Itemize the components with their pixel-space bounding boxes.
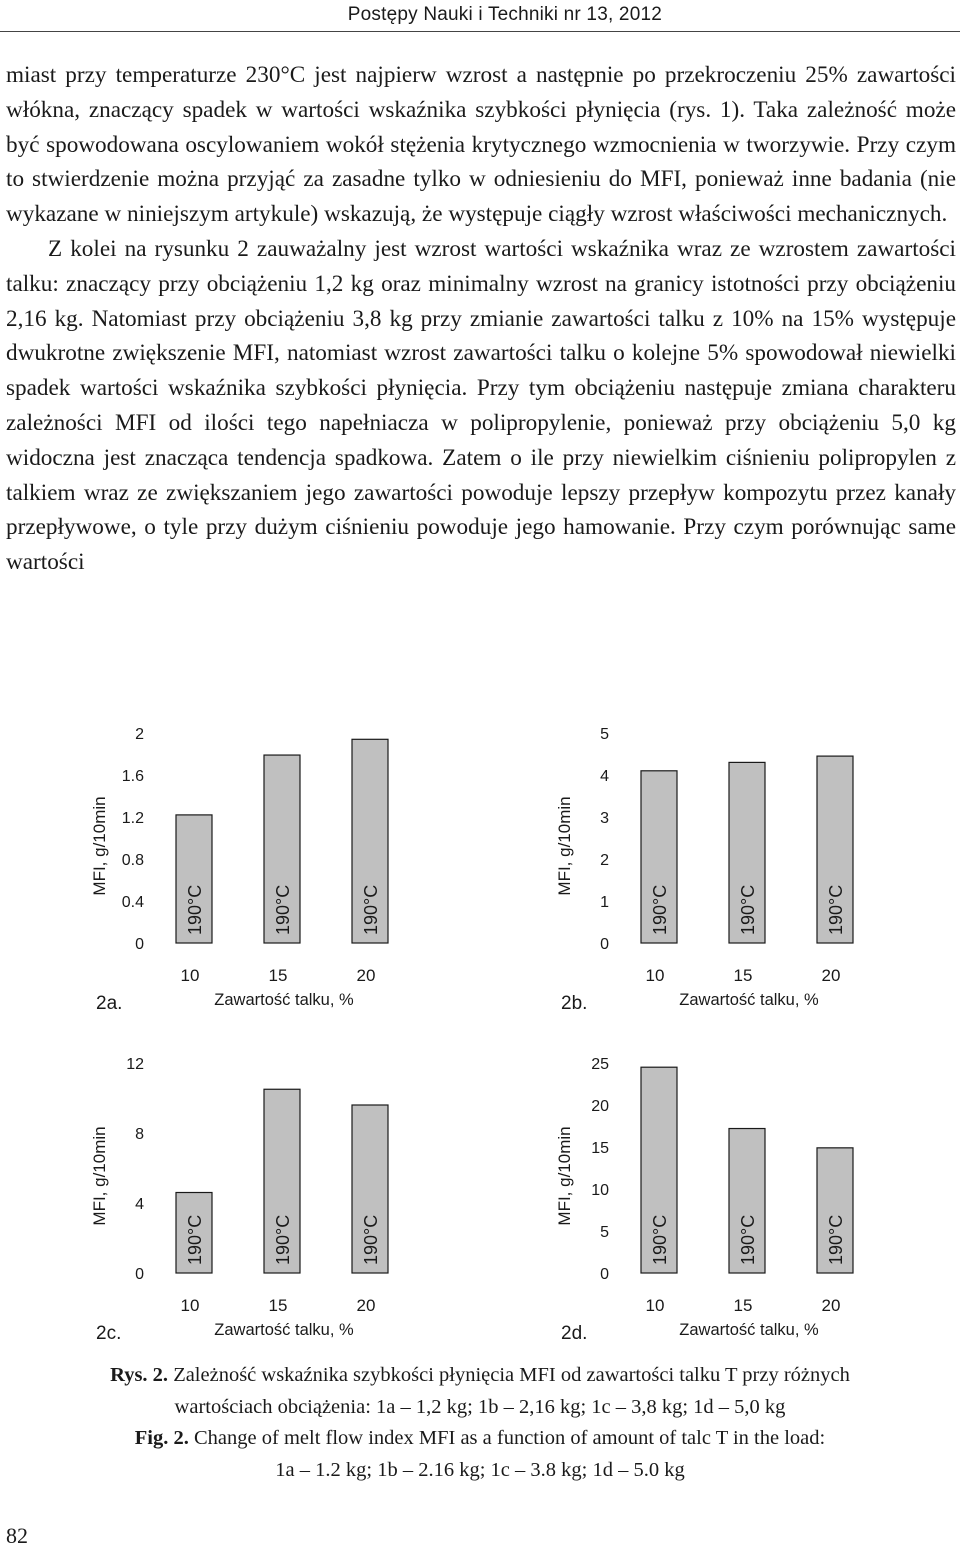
y-tick-label: 0 [135, 1266, 144, 1283]
x-tick-label: 15 [733, 966, 753, 985]
y-tick-label: 1 [600, 894, 609, 911]
page-number: 82 [6, 1523, 28, 1548]
bar-label: 190°C [826, 884, 846, 935]
x-tick-label: 10 [180, 966, 200, 985]
x-tick-label: 15 [268, 1296, 288, 1315]
chart-2a [60, 715, 465, 1020]
y-tick-label: 0.4 [121, 894, 144, 911]
bar-label: 190°C [650, 884, 670, 935]
panel-label: 2c. [96, 1323, 122, 1344]
bar-label: 190°C [826, 1214, 846, 1265]
bar-label: 190°C [273, 884, 293, 935]
caption-en-label: Fig. 2. [134, 1427, 189, 1449]
header-rule [0, 31, 960, 32]
bar-label: 190°C [273, 1214, 293, 1265]
body-text [6, 58, 956, 580]
caption-pl-text-2: wartościach obciążenia: 1a – 1,2 kg; 1b – 2,16 kg; 1c – 3,8 kg; 1d – 5,0 kg [174, 1395, 786, 1418]
chart-2d [525, 1045, 930, 1350]
y-tick-label: 20 [591, 1098, 609, 1115]
y-axis-label: MFI, g/10min [555, 796, 574, 896]
paragraph-2: Z kolei na rysunku 2 zauważalny jest wzrost wartości wskaźnika wraz ze wzrostem zawartości talku: znaczący przy obciążeniu 1,2 kg oraz minimalny wzrost na granicy istotności przy obciążeniu 2,16 kg. Natomiast przy obciążeniu 3,8 kg przy zmianie zawartości talku z 10% na 15% występuje dwukrotne zwiększenie MFI, natomiast wzrost zawartości talku o kolejne 5% spowodował niewielki spadek wartości wskaźnika szybkości płynięcia. Przy tym obciążeniu następuje zmiana charakteru zależności MFI od ilości tego napełniacza w polipropylenie, ponieważ przy obciążeniu 5,0 kg widoczna jest znacząca tendencja spadkowa. Zatem o ile przy niewielkim ciśnieniu polipropylen z talkiem wraz ze zwiększaniem jego zawartości powoduje lepszy przepływ kompozytu przez kanały przepływowe, o tyle przy dużym ciśnieniu powoduje jego hamowanie. Przy czym porównując same wartości [6, 235, 956, 576]
running-header [0, 0, 960, 34]
x-axis-label: Zawartość talku, % [679, 1321, 819, 1339]
caption-en-text-1: Change of melt flow index MFI as a function of amount of talc T in the load: [194, 1427, 826, 1449]
y-tick-label: 4 [135, 1196, 144, 1213]
y-tick-label: 3 [600, 810, 609, 827]
y-tick-label: 25 [591, 1056, 609, 1073]
y-axis-label: MFI, g/10min [90, 796, 109, 896]
y-tick-label: 1.2 [121, 810, 144, 827]
figure-caption [0, 1360, 960, 1486]
y-tick-label: 2 [600, 852, 609, 869]
caption-en-line-1 [0, 1423, 960, 1455]
chart-svg [60, 715, 465, 1020]
x-axis-label: Zawartość talku, % [214, 1321, 354, 1339]
x-axis-label: Zawartość talku, % [214, 991, 354, 1009]
journal-title: Postępy Nauki i Techniki nr 13, 2012 [347, 4, 662, 25]
chart-2c [60, 1045, 465, 1350]
bar-label: 190°C [738, 1214, 758, 1265]
y-tick-label: 2 [135, 726, 144, 743]
bar-label: 190°C [650, 1214, 670, 1265]
x-tick-label: 10 [645, 1296, 665, 1315]
caption-pl-label: Rys. 2. [110, 1364, 169, 1386]
panel-label: 2a. [96, 993, 123, 1014]
y-tick-label: 8 [135, 1126, 144, 1143]
chart-svg [60, 1045, 465, 1350]
x-tick-label: 15 [268, 966, 288, 985]
x-tick-label: 10 [645, 966, 665, 985]
y-tick-label: 4 [600, 768, 609, 785]
y-tick-label: 5 [600, 726, 609, 743]
chart-svg [525, 1045, 930, 1350]
x-axis-label: Zawartość talku, % [679, 991, 819, 1009]
chart-svg [525, 715, 930, 1020]
y-tick-label: 0 [600, 1266, 609, 1283]
bar-label: 190°C [361, 884, 381, 935]
x-tick-label: 20 [821, 1296, 841, 1315]
x-tick-label: 20 [356, 966, 376, 985]
paragraph-1: miast przy temperaturze 230°C jest najpierw wzrost a następnie po przekroczeniu 25% zawartości włókna, znaczący spadek w wartości wskaźnika szybkości płynięcia (rys. 1). Taka zależność może być spowodowana oscylowaniem wokół stężenia krytycznego wzmocnienia w tworzywie. Przy czym to stwierdzenie można przyjąć za zasadne tylko w odniesieniu do MFI, ponieważ inne badania (nie wykazane w niniejszym artykule) wskazują, że występuje ciągły wzrost właściwości mechanicznych. [6, 62, 956, 228]
y-tick-label: 1.6 [121, 768, 144, 785]
panel-label: 2b. [561, 993, 588, 1014]
x-tick-label: 15 [733, 1296, 753, 1315]
bar-label: 190°C [361, 1214, 381, 1265]
y-tick-label: 0 [135, 936, 144, 953]
y-tick-label: 5 [600, 1224, 609, 1241]
x-tick-label: 20 [356, 1296, 376, 1315]
bar-label: 190°C [185, 884, 205, 935]
y-tick-label: 0.8 [121, 852, 144, 869]
x-tick-label: 20 [821, 966, 841, 985]
bar-label: 190°C [185, 1214, 205, 1265]
y-tick-label: 10 [591, 1182, 609, 1199]
y-tick-label: 12 [126, 1056, 144, 1073]
x-tick-label: 10 [180, 1296, 200, 1315]
panel-label: 2d. [561, 1323, 588, 1344]
y-tick-label: 0 [600, 936, 609, 953]
caption-en-text-2: 1a – 1.2 kg; 1b – 2.16 kg; 1c – 3.8 kg; 1d – 5.0 kg [275, 1458, 685, 1481]
y-axis-label: MFI, g/10min [555, 1126, 574, 1226]
y-axis-label: MFI, g/10min [90, 1126, 109, 1226]
caption-pl-line-1 [0, 1360, 960, 1392]
chart-2b [525, 715, 930, 1020]
caption-pl-text-1: Zależność wskaźnika szybkości płynięcia MFI od zawartości talku T przy różnych [173, 1364, 850, 1386]
y-tick-label: 15 [591, 1140, 609, 1157]
bar-label: 190°C [738, 884, 758, 935]
